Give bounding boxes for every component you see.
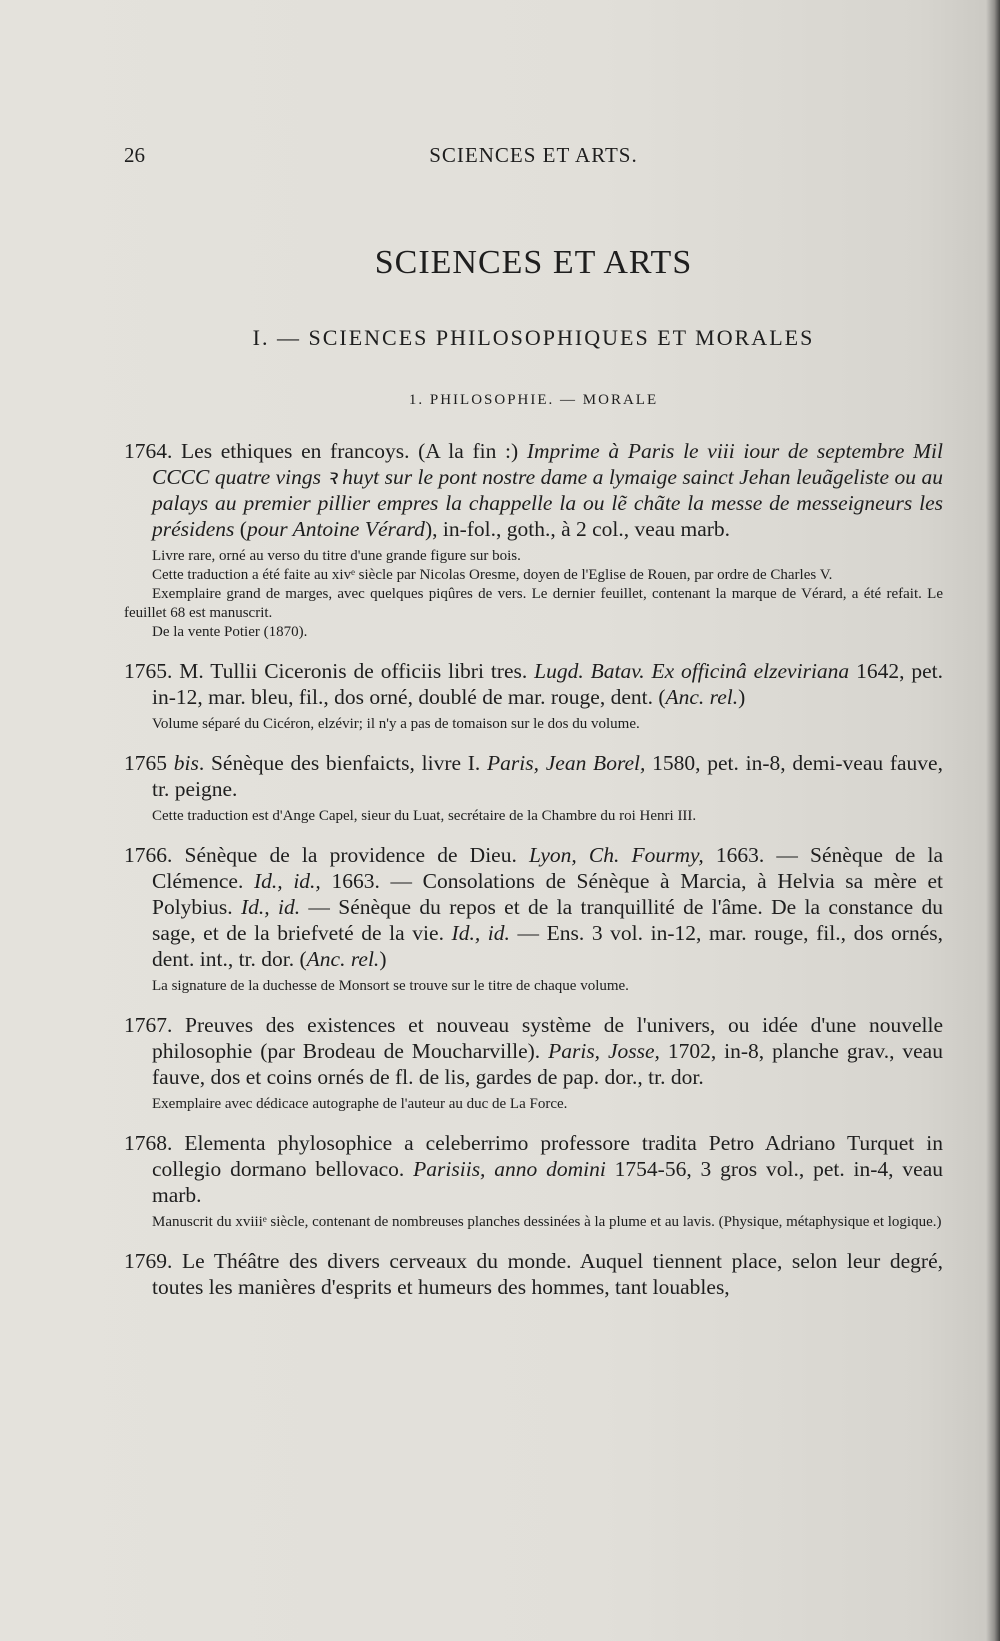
catalog-entries xyxy=(124,438,943,1316)
running-header xyxy=(124,143,943,173)
entry-note: Cette traduction est d'Ange Capel, sieur du Luat, secrétaire de la Chambre du roi Henri III. xyxy=(152,808,697,824)
entry-text-part: Preuves des existences et nouveau système de l'univers, ou idée d'une nouvelle philosophie (par Brodeau de Moucharville). xyxy=(152,1013,943,1063)
entry-number: 1768. xyxy=(124,1131,173,1155)
catalog-entry xyxy=(124,1012,943,1114)
section-title: I. — SCIENCES PHILOSOPHIQUES ET MORALES xyxy=(252,325,815,350)
entry-imprint: Id., id., xyxy=(254,869,321,893)
entry-number: 1764. xyxy=(124,439,173,463)
entry-note: De la vente Potier (1870). xyxy=(152,624,308,640)
page-number: 26 xyxy=(124,143,145,167)
subsection-title: 1. PHILOSOPHIE. — MORALE xyxy=(408,392,659,408)
entry-imprint: Id., id. xyxy=(451,921,510,945)
entry-text xyxy=(124,842,943,972)
entry-note: La signature de la duchesse de Monsort se trouve sur le titre de chaque volume. xyxy=(152,978,629,994)
entry-imprint: pour Antoine Vérard xyxy=(246,517,425,541)
catalog-entry xyxy=(124,842,943,996)
entry-note: Exemplaire grand de marges, avec quelques piqûres de vers. Le dernier feuillet, contenant la marque de Vérard, a été refait. Le feuillet 68 est manuscrit. xyxy=(124,586,943,621)
entry-binding: Anc. rel. xyxy=(665,685,739,709)
entry-text xyxy=(124,1130,943,1208)
catalog-entry xyxy=(124,750,943,826)
entry-text-part: 1663. — Sénèque de la Clémence. xyxy=(152,843,943,893)
entry-text xyxy=(124,1012,943,1090)
entry-text-part: 1702, in-8, planche grav., veau fauve, dos et coins ornés de fl. de lis, gardes de pap. dor., tr. dor. xyxy=(152,1039,943,1089)
entry-imprint: Lyon, Ch. Fourmy, xyxy=(529,843,704,867)
entry-note: Cette traduction a été faite au xivᵉ siècle par Nicolas Oresme, doyen de l'Eglise de Rouen, par ordre de Charles V. xyxy=(152,567,833,583)
entry-text-part: Les ethiques en francoys. (A la fin :) xyxy=(172,439,527,463)
entry-text-part: ) xyxy=(379,947,387,971)
entry-note: Exemplaire avec dédicace autographe de l'auteur au duc de La Force. xyxy=(152,1096,568,1112)
entry-imprint: Parisiis, anno domini xyxy=(413,1157,606,1181)
entry-text xyxy=(124,658,943,710)
entry-text-part: Elementa phylosophice a celeberrimo professore tradita Petro Adriano Turquet in collegio dormano bellovaco. xyxy=(152,1131,943,1181)
entry-text-part: Le Théâtre des divers cerveaux du monde. Auquel tiennent place, selon leur degré, toutes les manières d'esprits et humeurs des hommes, tant louables, xyxy=(152,1249,943,1299)
entry-text-part: 1663. — Consolations de Sénèque à Marcia, à Helvia sa mère et Polybius. xyxy=(152,869,943,919)
entry-number: 1767. xyxy=(124,1013,173,1037)
catalog-entry xyxy=(124,658,943,734)
entry-text-part: — Sénèque du repos et de la tranquillité de l'âme. De la constance du sage, et de la briefveté de la vie. xyxy=(152,895,943,945)
entry-text-part: 1642, pet. in-12, mar. bleu, fil., dos orné, doublé de mar. rouge, dent. ( xyxy=(152,659,943,709)
page-edge-shadow xyxy=(986,0,1000,1641)
entry-text-part: ), in-fol., goth., à 2 col., veau marb. xyxy=(424,517,731,541)
entry-number: 1765 xyxy=(124,751,167,775)
entry-imprint: Paris, Josse, xyxy=(548,1039,660,1063)
entry-number: 1769. xyxy=(124,1249,173,1273)
entry-number: 1766. xyxy=(124,843,173,867)
entry-text-part: — Ens. 3 vol. in-12, mar. rouge, fil., dos ornés, dent. int., tr. dor. ( xyxy=(152,921,943,971)
entry-text-part: . Sénèque des bienfaicts, livre I. xyxy=(198,751,488,775)
catalog-entry xyxy=(124,438,943,642)
entry-text xyxy=(124,750,943,802)
entry-imprint: Id., id. xyxy=(240,895,301,919)
entry-text-part: Sénèque de la providence de Dieu. xyxy=(172,843,529,867)
catalog-entry xyxy=(124,1130,943,1232)
entry-text-part: 1580, pet. in-8, demi-veau fauve, tr. peigne. xyxy=(152,751,943,801)
entry-imprint: Paris, Jean Borel, xyxy=(487,751,646,775)
entry-imprint: Lugd. Batav. Ex officinâ elzeviriana xyxy=(534,659,850,683)
entry-number: 1765. xyxy=(124,659,173,683)
entry-note: Volume séparé du Cicéron, elzévir; il n'y a pas de tomaison sur le dos du volume. xyxy=(152,716,640,732)
catalog-entry xyxy=(124,1248,943,1300)
entry-text xyxy=(124,1248,943,1300)
entry-note: Livre rare, orné au verso du titre d'une grande figure sur bois. xyxy=(152,548,521,564)
entry-text-part: ( xyxy=(234,517,247,541)
entry-text-part: 1754-56, 3 gros vol., pet. in-4, veau marb. xyxy=(152,1157,943,1207)
entry-note: Manuscrit du xviiiᵉ siècle, contenant de nombreuses planches dessinées à la plume et au lavis. (Physique, métaphysique et logique.) xyxy=(152,1214,942,1230)
running-title: SCIENCES ET ARTS. xyxy=(429,143,638,167)
main-title: SCIENCES ET ARTS xyxy=(374,244,693,281)
entry-text-part: M. Tullii Ciceronis de officiis libri tres. xyxy=(172,659,535,683)
entry-text xyxy=(124,438,943,542)
entry-bis: bis xyxy=(173,751,199,775)
entry-imprint: Imprime à Paris le viii iour de septembre Mil CCCC quatre vings ꝛ huyt sur le pont nostre dame a lymaige sainct Jehan leuãgeliste ou au palays au premier pillier empres la chappelle la ou lẽ chãte la messe de messeigneurs les présidens xyxy=(152,439,943,541)
entry-binding: Anc. rel. xyxy=(306,947,380,971)
entry-text-part: ) xyxy=(738,685,746,709)
